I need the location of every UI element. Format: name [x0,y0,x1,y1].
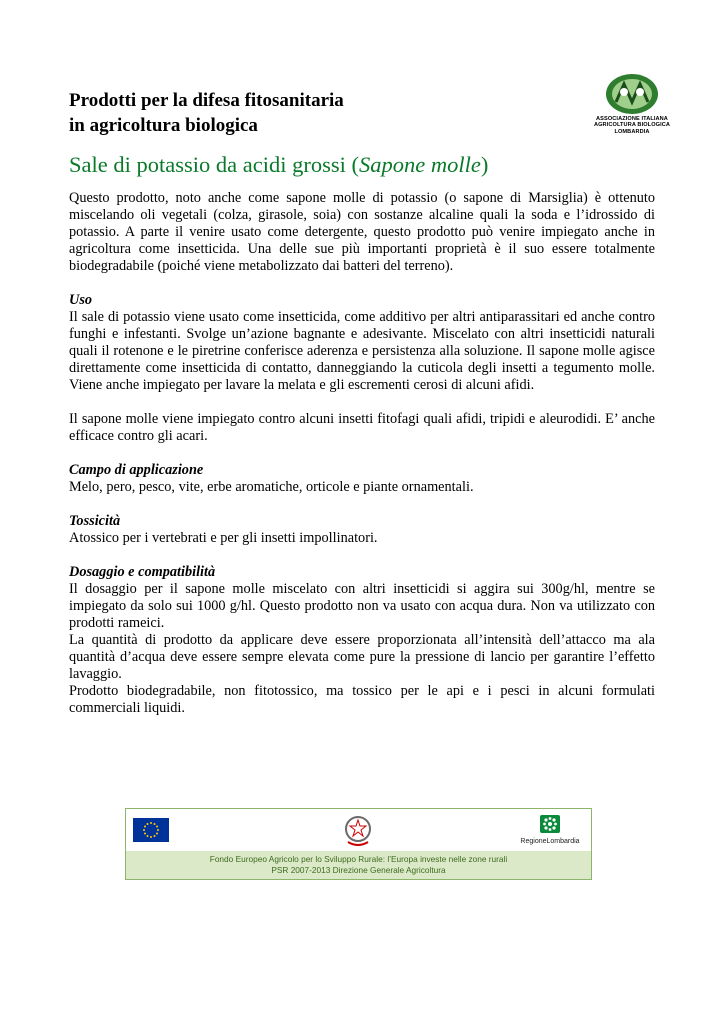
logo-text-3: LOMBARDIA [614,128,650,135]
regione-lombardia-logo [510,815,590,849]
header-line-2: in agricoltura biologica [69,115,258,136]
aiab-emblem-icon [604,72,660,116]
page-title [69,150,488,180]
aiab-logo [582,72,682,148]
uso-paragraph-2: Il sapone molle viene impiegato contro alcuni insetti fitofagi quali afidi, tripidi e aleurodidi. E’ anche efficace contro gli acari. [69,411,655,444]
title-main: Sale di potassio da acidi grossi ( [69,152,359,177]
region-name: RegioneLombardia [520,838,580,845]
section-heading-uso: Uso [69,292,93,308]
eu-flag-icon [133,818,169,842]
footer-caption [126,851,591,879]
tossicita-paragraph: Atossico per i vertebrati e per gli insetti impollinatori. [69,530,378,546]
footer-line-1: Fondo Europeo Agricolo per lo Sviluppo Rurale: l’Europa investe nelle zone rurali [209,854,508,864]
italian-republic-emblem-icon [344,814,372,848]
header-line-1: Prodotti per la difesa fitosanitaria [69,90,344,111]
logo-text-2: AGRICOLTURA BIOLOGICA [593,122,671,129]
dosaggio-paragraph-1: Il dosaggio per il sapone molle miscelato con altri insetticidi si aggira sui 300g/hl, mentre se impiegato da solo sui 1000 g/hl. Questo prodotto non va usato con acqua dura. Non va utilizzato con prodotti rameici. [69,581,655,631]
intro-paragraph: Questo prodotto, noto anche come sapone molle di potassio (o sapone di Marsiglia) è ottenuto miscelando oli vegetali (colza, girasole, soia) con sostanze alcaline quali la soda e l’idrossido di potassio. A parte il venire usato come detergente, questo prodotto può venire impiegato anche in agricoltura come insetticida. Una delle sue più importanti proprietà è il suo essere totalmente biodegradabile (poiché viene metabolizzato dai batteri del terreno). [69,190,655,274]
document-header [69,88,344,138]
section-heading-campo: Campo di applicazione [69,462,204,478]
footer-logos [126,809,591,851]
dosaggio-paragraph-2: La quantità di prodotto da applicare deve essere proporzionata all’intensità dell’attacco ma ala quantità d’acqua deve essere sempre elevata come pure la pressione di lancio per garantire l’effetto lavaggio. [69,632,655,682]
title-italic: Sapone molle [358,152,481,177]
footer-banner [125,808,592,880]
dosaggio-paragraph-3: Prodotto biodegradabile, non fitotossico, ma tossico per le api e i pesci in alcuni formulati commerciali liquidi. [69,683,655,716]
document-body [69,190,655,717]
logo-text-1: ASSOCIAZIONE ITALIANA [596,116,668,122]
section-heading-tossicita: Tossicità [69,513,121,529]
section-heading-dosaggio: Dosaggio e compatibilità [69,564,216,580]
lombardia-rose-icon [540,815,560,833]
footer-line-2: PSR 2007-2013 Direzione Generale Agricoltura [271,865,446,875]
title-close: ) [480,152,489,177]
campo-paragraph: Melo, pero, pesco, vite, erbe aromatiche, orticole e piante ornamentali. [69,479,474,495]
uso-paragraph-1: Il sale di potassio viene usato come insetticida, come additivo per altri antiparassitari ed anche contro funghi e infestanti. Svolge un’azione bagnante e adesivante. Miscelato con altri insetticidi naturali quali il rotenone e le piretrine conferisce aderenza e persistenza alla soluzione. Il sapone molle agisce direttamente come insetticida di contatto, danneggiando la cuticola degli insetti a tegumento molle. Viene anche impiegato per lavare la melata e gli escrementi cerosi di alcuni afidi. [69,309,655,393]
